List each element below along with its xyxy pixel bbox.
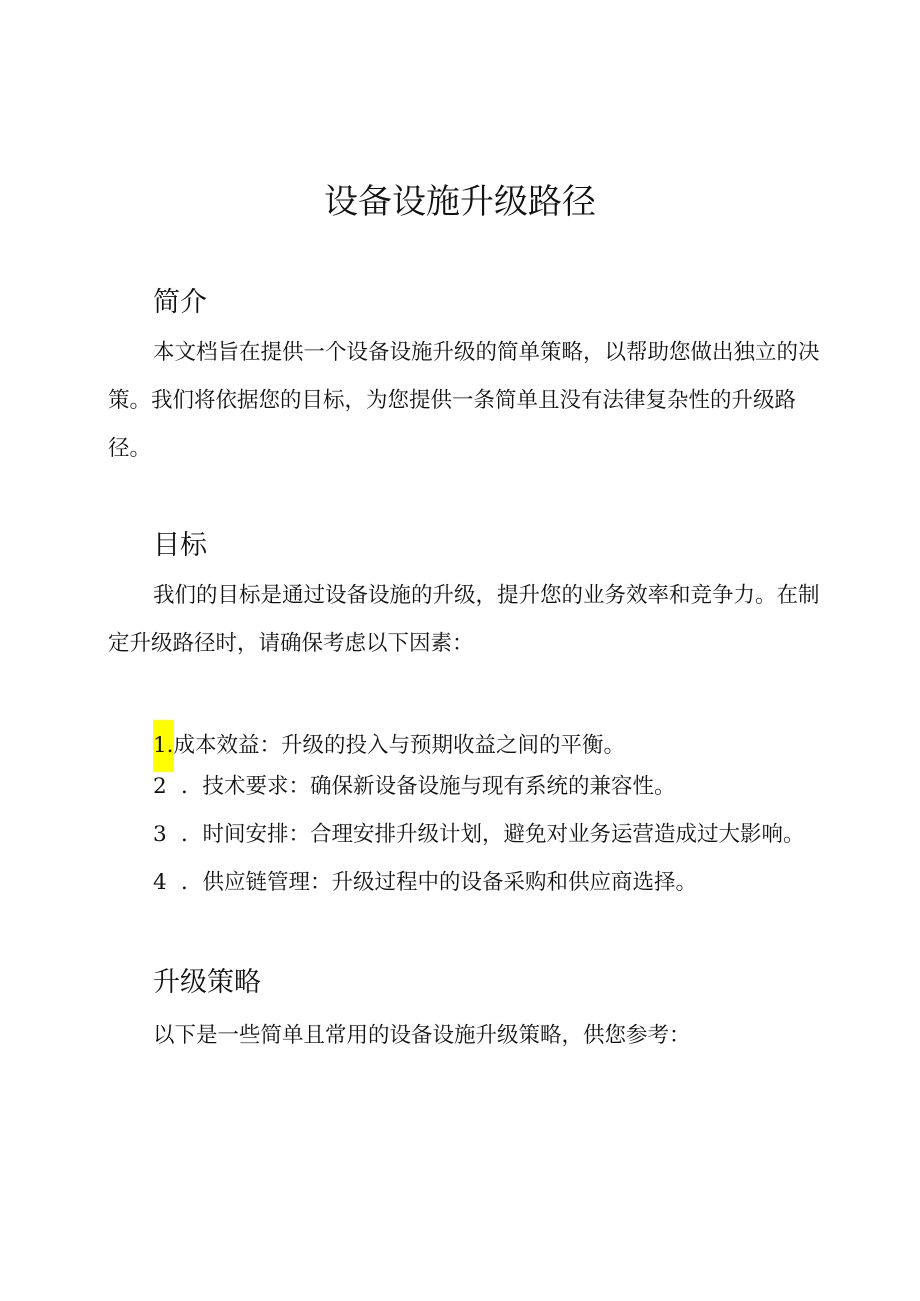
section-heading-goals: 目标 [153,530,207,561]
section-body-strategy: 以下是一些简单且常用的设备设施升级策略，供您参考： [153,1023,691,1048]
document-title: 设备设施升级路径 [324,182,596,222]
list-number-4: 4 [153,870,167,895]
list-text-4: ．供应链管理：升级过程中的设备采购和供应商选择。 [181,870,698,895]
list-text-2: ．技术要求：确保新设备设施与现有系统的兼容性。 [181,774,676,799]
list-item-4 [153,865,697,901]
list-item-2 [153,769,676,805]
list-number-3: 3 [153,822,167,847]
list-text-1: 成本效益：升级的投入与预期收益之间的平衡。 [173,733,626,758]
list-item-1 [153,720,625,772]
section-body-intro: 本文档旨在提供一个设备设施升级的简单策略，以帮助您做出独立的决策。我们将依据您的目标，为您提供一条简单且没有法律复杂性的升级路径。 [108,340,820,461]
list-item-3 [153,817,805,853]
list-number-1: 1. [153,720,174,772]
list-number-2: 2 [153,774,167,799]
section-heading-intro: 简介 [153,287,207,318]
section-body-goals: 我们的目标是通过设备设施的升级，提升您的业务效率和竞争力。在制定升级路径时，请确保考虑以下因素： [108,583,820,656]
section-heading-strategy: 升级策略 [153,967,261,998]
list-text-3: ．时间安排：合理安排升级计划，避免对业务运营造成过大影响。 [181,822,805,847]
